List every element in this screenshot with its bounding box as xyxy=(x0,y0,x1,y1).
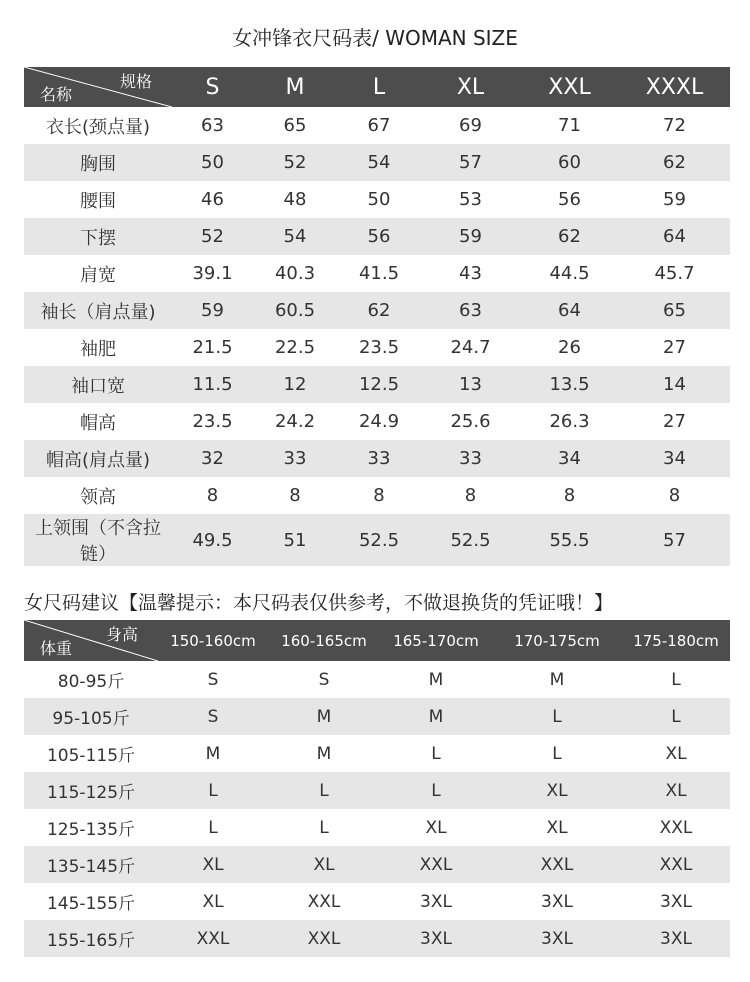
measurement-value: 8 xyxy=(421,477,520,514)
measurement-value: 13 xyxy=(421,366,520,403)
recommended-size: M xyxy=(268,698,380,735)
measurement-value: 44.5 xyxy=(520,255,619,292)
recommended-size: L xyxy=(268,772,380,809)
size-header: S xyxy=(172,67,253,107)
measurement-value: 62 xyxy=(520,218,619,255)
page-title: 女冲锋衣尺码表/ WOMAN SIZE xyxy=(232,26,518,50)
table-row xyxy=(24,255,730,292)
recommended-size: L xyxy=(158,809,268,846)
recommended-size: 3XL xyxy=(380,883,492,920)
measurement-value: 12 xyxy=(253,366,337,403)
measurement-value: 24.2 xyxy=(253,403,337,440)
measurement-value: 63 xyxy=(421,292,520,329)
measurement-value: 34 xyxy=(619,440,730,477)
height-header-label: 身高 xyxy=(105,625,138,644)
recommendation-header-row xyxy=(24,620,730,661)
recommended-size: M xyxy=(380,661,492,698)
measurement-label: 帽高 xyxy=(24,403,172,440)
measurement-value: 13.5 xyxy=(520,366,619,403)
recommended-size: S xyxy=(268,661,380,698)
measurement-value: 24.9 xyxy=(337,403,421,440)
measurement-value: 51 xyxy=(253,514,337,566)
recommended-size: XL xyxy=(158,883,268,920)
measurement-value: 65 xyxy=(619,292,730,329)
measurement-value: 71 xyxy=(520,107,619,144)
measurement-value: 26 xyxy=(520,329,619,366)
recommended-size: S xyxy=(158,661,268,698)
recommended-size: 3XL xyxy=(622,883,730,920)
measurement-value: 45.7 xyxy=(619,255,730,292)
measurement-value: 52.5 xyxy=(337,514,421,566)
measurement-value: 55.5 xyxy=(520,514,619,566)
recommended-size: M xyxy=(158,735,268,772)
spec-header-label: 规格 xyxy=(119,72,152,91)
measurement-value: 41.5 xyxy=(337,255,421,292)
measurement-value: 57 xyxy=(421,144,520,181)
measurement-value: 59 xyxy=(421,218,520,255)
measurement-value: 27 xyxy=(619,403,730,440)
name-header-label: 名称 xyxy=(40,85,73,104)
measurement-value: 32 xyxy=(172,440,253,477)
table-row xyxy=(24,366,730,403)
recommended-size: L xyxy=(492,735,622,772)
measurement-value: 23.5 xyxy=(172,403,253,440)
measurement-value: 22.5 xyxy=(253,329,337,366)
measurement-label: 下摆 xyxy=(24,218,172,255)
height-range-header: 170-175cm xyxy=(492,620,622,661)
recommended-size: 3XL xyxy=(492,920,622,957)
table-row xyxy=(24,181,730,218)
recommended-size: XXL xyxy=(158,920,268,957)
measurement-label: 帽高(肩点量) xyxy=(24,440,172,477)
table-row xyxy=(24,144,730,181)
recommended-size: XXL xyxy=(492,846,622,883)
measurement-label: 腰围 xyxy=(24,181,172,218)
measurement-value: 33 xyxy=(337,440,421,477)
recommended-size: L xyxy=(158,772,268,809)
recommended-size: S xyxy=(158,698,268,735)
weight-range-label: 80-95斤 xyxy=(24,661,158,698)
measurement-value: 34 xyxy=(520,440,619,477)
measurement-value: 26.3 xyxy=(520,403,619,440)
measurement-value: 27 xyxy=(619,329,730,366)
recommended-size: L xyxy=(268,809,380,846)
measurement-value: 52.5 xyxy=(421,514,520,566)
measurement-value: 64 xyxy=(619,218,730,255)
weight-range-label: 135-145斤 xyxy=(24,846,158,883)
recommended-size: XL xyxy=(268,846,380,883)
weight-range-label: 125-135斤 xyxy=(24,809,158,846)
table-row xyxy=(24,846,730,883)
measurement-value: 59 xyxy=(172,292,253,329)
recommended-size: 3XL xyxy=(380,920,492,957)
measurement-value: 69 xyxy=(421,107,520,144)
size-chart-table xyxy=(24,67,730,566)
size-chart-corner-cell xyxy=(24,67,172,107)
recommended-size: L xyxy=(492,698,622,735)
measurement-label: 袖口宽 xyxy=(24,366,172,403)
table-row xyxy=(24,514,730,566)
measurement-value: 56 xyxy=(520,181,619,218)
measurement-value: 62 xyxy=(337,292,421,329)
table-row xyxy=(24,809,730,846)
table-row xyxy=(24,661,730,698)
measurement-value: 64 xyxy=(520,292,619,329)
measurement-value: 8 xyxy=(337,477,421,514)
measurement-label: 肩宽 xyxy=(24,255,172,292)
measurement-value: 60 xyxy=(520,144,619,181)
measurement-value: 65 xyxy=(253,107,337,144)
table-row xyxy=(24,772,730,809)
table-row xyxy=(24,477,730,514)
size-chart-header-row xyxy=(24,67,730,107)
recommended-size: XL xyxy=(492,772,622,809)
measurement-label: 袖肥 xyxy=(24,329,172,366)
height-range-header: 165-170cm xyxy=(380,620,492,661)
weight-range-label: 105-115斤 xyxy=(24,735,158,772)
size-header: XXL xyxy=(520,67,619,107)
weight-range-label: 145-155斤 xyxy=(24,883,158,920)
table-row xyxy=(24,440,730,477)
recommended-size: XXL xyxy=(268,920,380,957)
measurement-value: 60.5 xyxy=(253,292,337,329)
measurement-value: 33 xyxy=(253,440,337,477)
table-row xyxy=(24,698,730,735)
measurement-value: 24.7 xyxy=(421,329,520,366)
size-header: M xyxy=(253,67,337,107)
measurement-value: 8 xyxy=(520,477,619,514)
measurement-label: 衣长(颈点量) xyxy=(24,107,172,144)
recommended-size: XXL xyxy=(622,809,730,846)
measurement-value: 23.5 xyxy=(337,329,421,366)
height-range-header: 150-160cm xyxy=(158,620,268,661)
size-header: XL xyxy=(421,67,520,107)
measurement-value: 25.6 xyxy=(421,403,520,440)
recommended-size: 3XL xyxy=(492,883,622,920)
recommended-size: XL xyxy=(380,809,492,846)
measurement-label: 领高 xyxy=(24,477,172,514)
measurement-value: 33 xyxy=(421,440,520,477)
weight-header-label: 体重 xyxy=(40,639,73,658)
recommendation-title: 女尺码建议【温馨提示：本尺码表仅供参考，不做退换货的凭证哦！】 xyxy=(24,592,614,614)
measurement-value: 8 xyxy=(619,477,730,514)
measurement-value: 39.1 xyxy=(172,255,253,292)
table-row xyxy=(24,735,730,772)
measurement-label: 上领围（不含拉链） xyxy=(24,514,172,566)
measurement-value: 50 xyxy=(172,144,253,181)
measurement-value: 14 xyxy=(619,366,730,403)
measurement-value: 53 xyxy=(421,181,520,218)
measurement-value: 43 xyxy=(421,255,520,292)
size-header: XXXL xyxy=(619,67,730,107)
table-row xyxy=(24,218,730,255)
measurement-value: 52 xyxy=(253,144,337,181)
recommended-size: L xyxy=(622,698,730,735)
weight-range-label: 115-125斤 xyxy=(24,772,158,809)
recommended-size: 3XL xyxy=(622,920,730,957)
measurement-value: 49.5 xyxy=(172,514,253,566)
table-row xyxy=(24,403,730,440)
recommended-size: XL xyxy=(158,846,268,883)
measurement-value: 56 xyxy=(337,218,421,255)
measurement-value: 40.3 xyxy=(253,255,337,292)
measurement-value: 8 xyxy=(253,477,337,514)
measurement-value: 67 xyxy=(337,107,421,144)
size-header: L xyxy=(337,67,421,107)
height-range-header: 160-165cm xyxy=(268,620,380,661)
recommended-size: M xyxy=(492,661,622,698)
measurement-value: 63 xyxy=(172,107,253,144)
measurement-label: 胸围 xyxy=(24,144,172,181)
measurement-label: 袖长（肩点量) xyxy=(24,292,172,329)
recommended-size: L xyxy=(622,661,730,698)
recommended-size: M xyxy=(380,698,492,735)
measurement-value: 46 xyxy=(172,181,253,218)
table-row xyxy=(24,883,730,920)
measurement-value: 50 xyxy=(337,181,421,218)
measurement-value: 12.5 xyxy=(337,366,421,403)
table-row xyxy=(24,920,730,957)
recommended-size: L xyxy=(380,735,492,772)
measurement-value: 11.5 xyxy=(172,366,253,403)
recommended-size: XXL xyxy=(622,846,730,883)
weight-range-label: 155-165斤 xyxy=(24,920,158,957)
recommended-size: L xyxy=(380,772,492,809)
measurement-value: 54 xyxy=(337,144,421,181)
recommended-size: XL xyxy=(622,735,730,772)
measurement-value: 54 xyxy=(253,218,337,255)
measurement-value: 52 xyxy=(172,218,253,255)
recommended-size: XL xyxy=(622,772,730,809)
measurement-value: 48 xyxy=(253,181,337,218)
measurement-value: 8 xyxy=(172,477,253,514)
measurement-value: 57 xyxy=(619,514,730,566)
table-row xyxy=(24,107,730,144)
weight-range-label: 95-105斤 xyxy=(24,698,158,735)
measurement-value: 72 xyxy=(619,107,730,144)
recommended-size: XL xyxy=(492,809,622,846)
recommended-size: M xyxy=(268,735,380,772)
height-range-header: 175-180cm xyxy=(622,620,730,661)
recommended-size: XXL xyxy=(268,883,380,920)
table-row xyxy=(24,292,730,329)
measurement-value: 59 xyxy=(619,181,730,218)
table-row xyxy=(24,329,730,366)
measurement-value: 62 xyxy=(619,144,730,181)
recommended-size: XXL xyxy=(380,846,492,883)
recommendation-corner-cell xyxy=(24,620,158,661)
size-recommendation-table xyxy=(24,620,730,957)
measurement-value: 21.5 xyxy=(172,329,253,366)
